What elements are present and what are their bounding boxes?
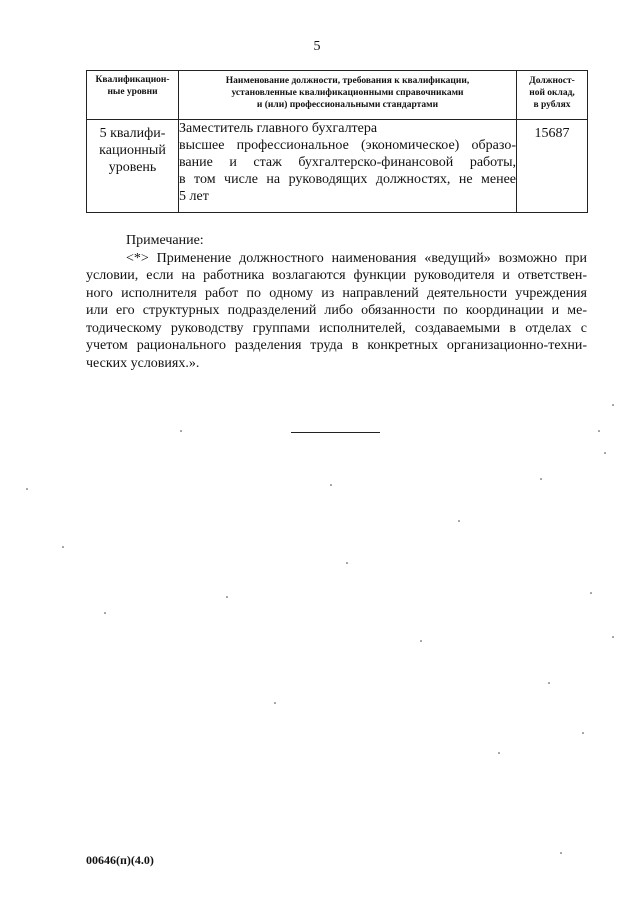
salary-value: 15687 [534,126,570,141]
salary-cell [517,120,588,213]
scan-speck [274,702,276,704]
scan-speck [548,682,550,684]
scan-speck [612,636,614,638]
note-body [86,250,587,373]
header-text-line: Наименование должности, требования к квалификации, [225,76,470,86]
header-text-line: Должност- [529,76,575,86]
header-text-line: в рублях [533,100,571,110]
page-number: 5 [313,39,321,54]
requirements-line: вание и стаж бухгалтерско-финансовой работы, [179,155,516,170]
requirements-line: в том числе на руководящих должностях, не менее [179,172,516,187]
header-salary [517,71,588,120]
scan-speck [458,520,460,522]
requirements-line: высшее профессиональное (экономическое) образо- [179,138,516,153]
note-title: Примечание: [126,233,204,248]
scan-speck [612,404,614,406]
header-text-line: установленные квалификационными справочниками [231,88,464,98]
end-separator-line [291,432,380,433]
level-text-line: кационный [99,143,166,158]
note-line: учетом рационального разделения труда в конкретных организационно-техни- [86,338,587,353]
salary-table [86,70,588,213]
scan-speck [420,640,422,642]
scan-speck [180,430,182,432]
position-cell [179,120,517,213]
note-line: ного исполнителя работ по одному из направлений деятельности учреждения [86,285,587,301]
note-line: или его структурных подразделений либо обязанности по координации и ме- [86,303,587,318]
requirements-line: 5 лет [179,189,209,204]
document-code: 00646(п)(4.0) [86,853,154,867]
scan-speck [330,484,332,486]
header-text-line: ные уровни [107,87,158,97]
level-text-line: уровень [108,160,157,175]
scan-speck [226,596,228,598]
scan-speck [498,752,500,754]
scan-speck [590,592,592,594]
level-text-line: 5 квалифи- [99,126,166,141]
note-line: условии, если на работника возлагаются функции руководителя и ответствен- [86,268,587,283]
note-line: <*> Применение должностного наименования «ведущий» возможно при [126,250,587,266]
scan-speck [604,452,606,454]
note-line: тодическому руководству группами исполнителей, создаваемыми в отделах с [86,320,587,336]
scan-speck [26,488,28,490]
scan-speck [560,852,562,854]
scan-speck [598,430,600,432]
header-qualification-level [87,71,179,120]
footnote-section [86,232,587,372]
header-text-line: Квалификацион- [95,75,170,85]
qualification-level-cell [87,120,179,213]
header-text-line: и (или) профессиональными стандартами [256,100,439,110]
scan-speck [62,546,64,548]
scan-speck [582,732,584,734]
position-requirements [179,137,516,205]
scan-speck [540,478,542,480]
header-position-requirements [179,71,517,120]
table-row [87,120,588,213]
position-title: Заместитель главного бухгалтера [179,121,378,136]
scan-speck [104,612,106,614]
header-text-line: ной оклад, [529,88,575,98]
table-header-row [87,71,588,120]
scan-speck [346,562,348,564]
note-line: ческих условиях.». [86,355,200,371]
